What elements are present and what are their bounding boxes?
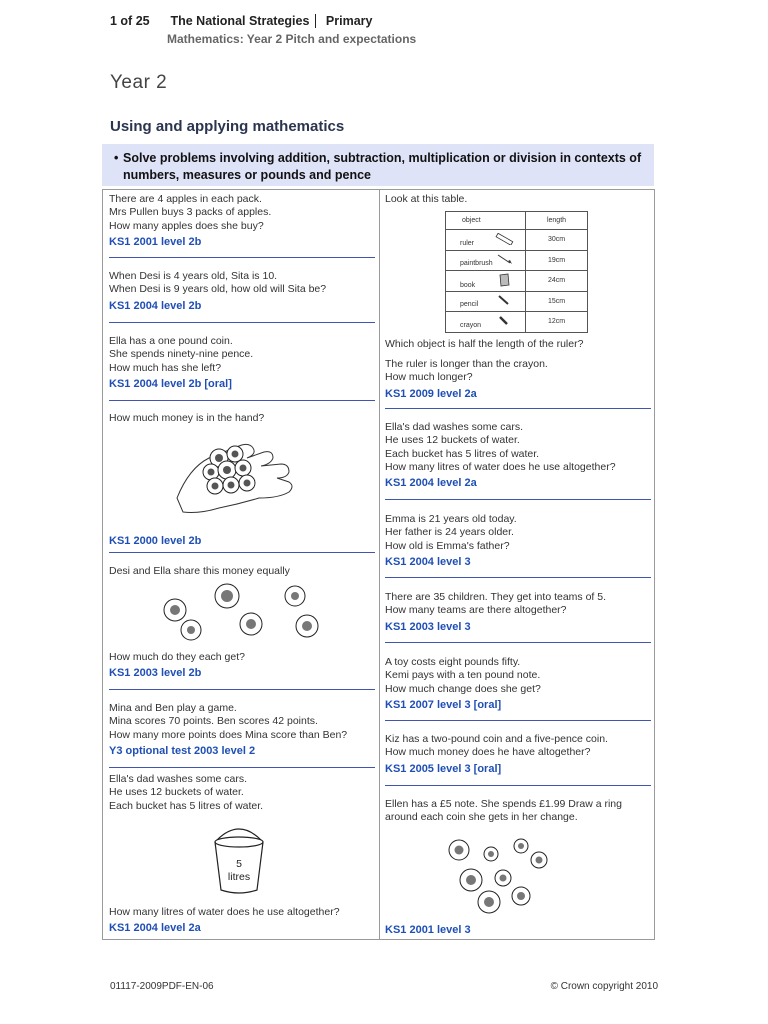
source-reference: KS1 2007 level 3 [oral]: [385, 698, 502, 711]
table-header: object: [446, 212, 526, 230]
question-kiz-coins: [385, 733, 650, 776]
question-line: Each bucket has 5 litres of water.: [385, 447, 540, 460]
question-line: Which object is half the length of the ruler?: [385, 338, 584, 350]
separator: [109, 257, 375, 258]
question-line: The ruler is longer than the crayon.: [385, 358, 548, 370]
question-line: How much do they each get?: [109, 651, 245, 663]
copyright: © Crown copyright 2010: [550, 981, 658, 992]
separator: [385, 642, 651, 643]
table-row: [446, 312, 588, 333]
question-line: Desi and Ella share this money equally: [109, 565, 290, 577]
org-section: Primary: [325, 14, 373, 28]
source-reference: KS1 2000 level 2b: [109, 535, 202, 547]
separator: [109, 322, 375, 323]
question-ages: [109, 270, 374, 313]
question-hand-money: [109, 412, 374, 425]
book-icon: [494, 273, 514, 287]
question-ruler-crayon: [385, 358, 650, 401]
question-share-answer: [109, 651, 374, 681]
reference-block: [385, 921, 650, 937]
question-line: When Desi is 4 years old, Sita is 10.: [109, 270, 278, 282]
source-reference: Y3 optional test 2003 level 2: [109, 744, 256, 757]
question-line: Ellen has a £5 note. She spends £1.99 Draw a ring: [385, 798, 622, 810]
question-line: He uses 12 buckets of water.: [109, 786, 244, 799]
source-reference: KS1 2001 level 2b: [109, 235, 202, 248]
source-reference: KS1 2004 level 2b [oral]: [109, 377, 232, 390]
bullet: •: [114, 151, 119, 165]
ruler-icon: [494, 233, 514, 245]
question-line: Emma is 21 years old today.: [385, 513, 517, 525]
question-line: Ella's dad washes some cars.: [385, 421, 523, 433]
separator: [109, 552, 375, 553]
question-emma-age: [385, 513, 650, 569]
question-line: Mrs Pullen buys 3 packs of apples.: [109, 206, 272, 219]
source-reference: KS1 2004 level 2a: [109, 922, 201, 935]
table-cell: paintbrush: [460, 260, 493, 268]
table-row: [446, 291, 588, 312]
question-half-ruler: [385, 338, 650, 351]
question-line: How many teams are there altogether?: [385, 604, 567, 617]
question-line: How many more points does Mina score than Ben?: [109, 728, 348, 741]
pencil-icon: [494, 294, 514, 306]
question-line: When Desi is 9 years old, how old will Sita be?: [109, 283, 327, 296]
document-code: 01117-2009PDF-EN-06: [110, 981, 214, 992]
question-pound-coin: [109, 335, 374, 391]
question-line: Ella has a one pound coin.: [109, 335, 233, 347]
section-title: Using and applying mathematics: [110, 118, 345, 135]
objective-box: [102, 144, 654, 186]
source-reference: KS1 2004 level 2b: [109, 299, 202, 312]
table-row: [446, 271, 588, 292]
source-reference: KS1 2009 level 2a: [385, 387, 477, 400]
question-line: There are 35 children. They get into teams of 5.: [385, 591, 607, 603]
question-toy-change: [385, 656, 650, 712]
question-line: There are 4 apples in each pack.: [109, 193, 262, 205]
separator: [385, 577, 651, 578]
objective-text: Solve problems involving addition, subtraction, multiplication or division in contexts of numbers, measures or pounds and pence: [123, 151, 642, 182]
separator: [385, 499, 651, 500]
question-table-intro: [385, 193, 650, 206]
question-line: Mina and Ben play a game.: [109, 702, 237, 714]
question-ellen-change: [385, 798, 650, 825]
question-line: Her father is 24 years older.: [385, 526, 514, 539]
question-share-money: [109, 565, 374, 578]
table-cell: 15cm: [526, 291, 588, 312]
separator: [385, 720, 651, 721]
question-line: How many apples does she buy?: [109, 219, 264, 232]
org-name: The National Strategies: [170, 14, 316, 28]
table-header: length: [526, 212, 588, 230]
coins-illustration: [157, 582, 332, 642]
question-line: Kemi pays with a ten pound note.: [385, 669, 541, 682]
separator: [385, 408, 651, 409]
length-table: [445, 211, 588, 333]
separator: [109, 767, 375, 768]
question-line: He uses 12 buckets of water.: [385, 434, 520, 447]
question-buckets: [109, 773, 374, 813]
table-cell: 12cm: [526, 312, 588, 333]
question-line: How many litres of water does he use altogether?: [109, 906, 340, 918]
separator: [109, 400, 375, 401]
separator: [109, 689, 375, 690]
table-cell: 19cm: [526, 250, 588, 271]
coins-illustration: [441, 836, 551, 918]
question-line: Kiz has a two-pound coin and a five-pence coin.: [385, 733, 608, 745]
table-row: [446, 250, 588, 271]
crayon-icon: [494, 315, 514, 327]
question-game-points: [109, 702, 374, 758]
table-cell: 24cm: [526, 271, 588, 292]
question-line: How much change does she get?: [385, 682, 541, 695]
paintbrush-icon: [494, 253, 514, 265]
source-reference: KS1 2001 level 3: [385, 924, 471, 936]
separator: [385, 785, 651, 786]
question-line: She spends ninety-nine pence.: [109, 348, 254, 361]
table-cell: ruler: [460, 239, 475, 247]
page-title: Year 2: [110, 72, 168, 93]
question-line: How much money is in the hand?: [109, 412, 265, 424]
table-cell: crayon: [460, 321, 482, 329]
table-cell: book: [460, 281, 476, 289]
source-reference: KS1 2003 level 3: [385, 620, 471, 633]
doc-subtitle: Mathematics: Year 2 Pitch and expectations: [167, 32, 417, 46]
hand-with-coins-illustration: [169, 428, 299, 520]
bucket-label: litres: [227, 871, 251, 883]
question-line: Look at this table.: [385, 193, 468, 205]
question-dad-buckets: [385, 421, 650, 490]
reference-block: [109, 532, 374, 548]
question-line: How much has she left?: [109, 361, 222, 374]
question-line: Each bucket has 5 litres of water.: [109, 799, 264, 812]
source-reference: KS1 2003 level 2b: [109, 667, 202, 680]
question-line: around each coin she gets in her change.: [385, 811, 578, 824]
table-row: [446, 230, 588, 251]
question-teams: [385, 591, 650, 634]
page-header: [110, 14, 416, 46]
question-apples: [109, 193, 374, 249]
table-cell: pencil: [460, 301, 479, 309]
column-divider: [379, 190, 380, 939]
source-reference: KS1 2005 level 3 [oral]: [385, 762, 502, 775]
bucket-illustration: [209, 820, 269, 898]
question-line: Mina scores 70 points. Ben scores 42 points.: [109, 715, 318, 728]
page-number: 1 of 25: [110, 14, 150, 28]
question-line: A toy costs eight pounds fifty.: [385, 656, 521, 668]
bucket-label: 5: [236, 858, 242, 870]
examples-grid: [102, 189, 655, 940]
question-line: Ella's dad washes some cars.: [109, 773, 247, 785]
source-reference: KS1 2004 level 2a: [385, 477, 477, 490]
question-line: How much longer?: [385, 371, 473, 384]
table-cell: 30cm: [526, 230, 588, 251]
question-line: How many litres of water does he use altogether?: [385, 460, 616, 473]
question-line: How much money does he have altogether?: [385, 746, 591, 759]
question-line: How old is Emma's father?: [385, 539, 510, 552]
question-buckets-answer: [109, 906, 374, 936]
source-reference: KS1 2004 level 3: [385, 555, 471, 568]
